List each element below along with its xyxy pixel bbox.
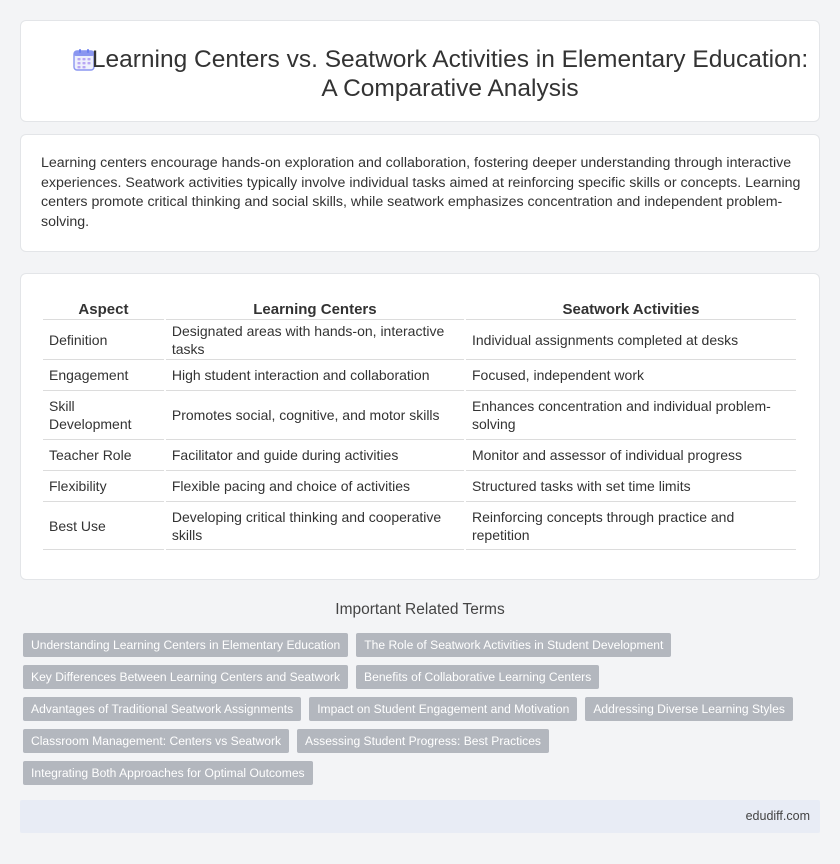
related-terms-list <box>23 633 803 793</box>
comparison-card <box>20 273 820 580</box>
footer <box>20 800 820 833</box>
site-name[interactable]: edudiff.com <box>745 809 810 823</box>
table-row <box>43 470 796 501</box>
related-term-tag[interactable]: Key Differences Between Learning Centers and Seatwork <box>23 665 348 689</box>
page-title: Learning Centers vs. Seatwork Activities in Elementary Education: A Comparative Analysis <box>91 46 809 102</box>
related-term-tag[interactable]: Advantages of Traditional Seatwork Assignments <box>23 697 301 721</box>
header-seatwork-activities: Seatwork Activities <box>562 301 700 318</box>
row-seatwork: Individual assignments completed at desks <box>466 319 796 359</box>
table-row <box>43 439 796 470</box>
row-seatwork: Reinforcing concepts through practice and repetition <box>466 501 796 550</box>
row-seatwork: Structured tasks with set time limits <box>466 470 796 501</box>
title-card <box>20 20 820 122</box>
table-row <box>43 501 796 550</box>
related-term-tag[interactable]: Addressing Diverse Learning Styles <box>585 697 793 721</box>
related-term-tag[interactable]: Impact on Student Engagement and Motivation <box>309 697 577 721</box>
row-learning-centers: Flexible pacing and choice of activities <box>166 470 464 501</box>
related-term-tag[interactable]: Understanding Learning Centers in Elementary Education <box>23 633 348 657</box>
table-row <box>43 390 796 439</box>
related-term-tag[interactable]: Assessing Student Progress: Best Practices <box>297 729 549 753</box>
row-learning-centers: Promotes social, cognitive, and motor skills <box>166 390 464 439</box>
header-aspect: Aspect <box>78 301 129 318</box>
row-learning-centers: Facilitator and guide during activities <box>166 439 464 470</box>
related-term-tag[interactable]: Classroom Management: Centers vs Seatwork <box>23 729 289 753</box>
related-term-tag[interactable]: Benefits of Collaborative Learning Centers <box>356 665 599 689</box>
row-aspect: Teacher Role <box>43 439 164 470</box>
intro-card <box>20 134 820 252</box>
table-row <box>43 319 796 359</box>
row-seatwork: Focused, independent work <box>466 359 796 390</box>
comparison-table <box>41 296 798 550</box>
intro-paragraph: Learning centers encourage hands-on exploration and collaboration, fostering deeper understanding through interactive experiences. Seatwork activities typically involve individual tasks aimed at reinforcing specific skills or concepts. Learning centers promote critical thinking and social skills, while seatwork emphasizes concentration and independent problem-solving. <box>41 155 801 230</box>
row-learning-centers: High student interaction and collaboration <box>166 359 464 390</box>
related-terms-heading: Important Related Terms <box>335 601 505 618</box>
table-row <box>43 359 796 390</box>
row-aspect: Engagement <box>43 359 164 390</box>
row-learning-centers: Developing critical thinking and cooperative skills <box>166 501 464 550</box>
row-aspect: Flexibility <box>43 470 164 501</box>
header-learning-centers: Learning Centers <box>253 301 377 318</box>
table-header-row <box>43 296 796 319</box>
row-aspect: Best Use <box>43 501 164 550</box>
related-term-tag[interactable]: The Role of Seatwork Activities in Student Development <box>356 633 671 657</box>
row-seatwork: Monitor and assessor of individual progress <box>466 439 796 470</box>
row-learning-centers: Designated areas with hands-on, interactive tasks <box>166 319 464 359</box>
row-aspect: Skill Development <box>43 390 164 439</box>
row-seatwork: Enhances concentration and individual problem-solving <box>466 390 796 439</box>
related-term-tag[interactable]: Integrating Both Approaches for Optimal Outcomes <box>23 761 313 785</box>
row-aspect: Definition <box>43 319 164 359</box>
